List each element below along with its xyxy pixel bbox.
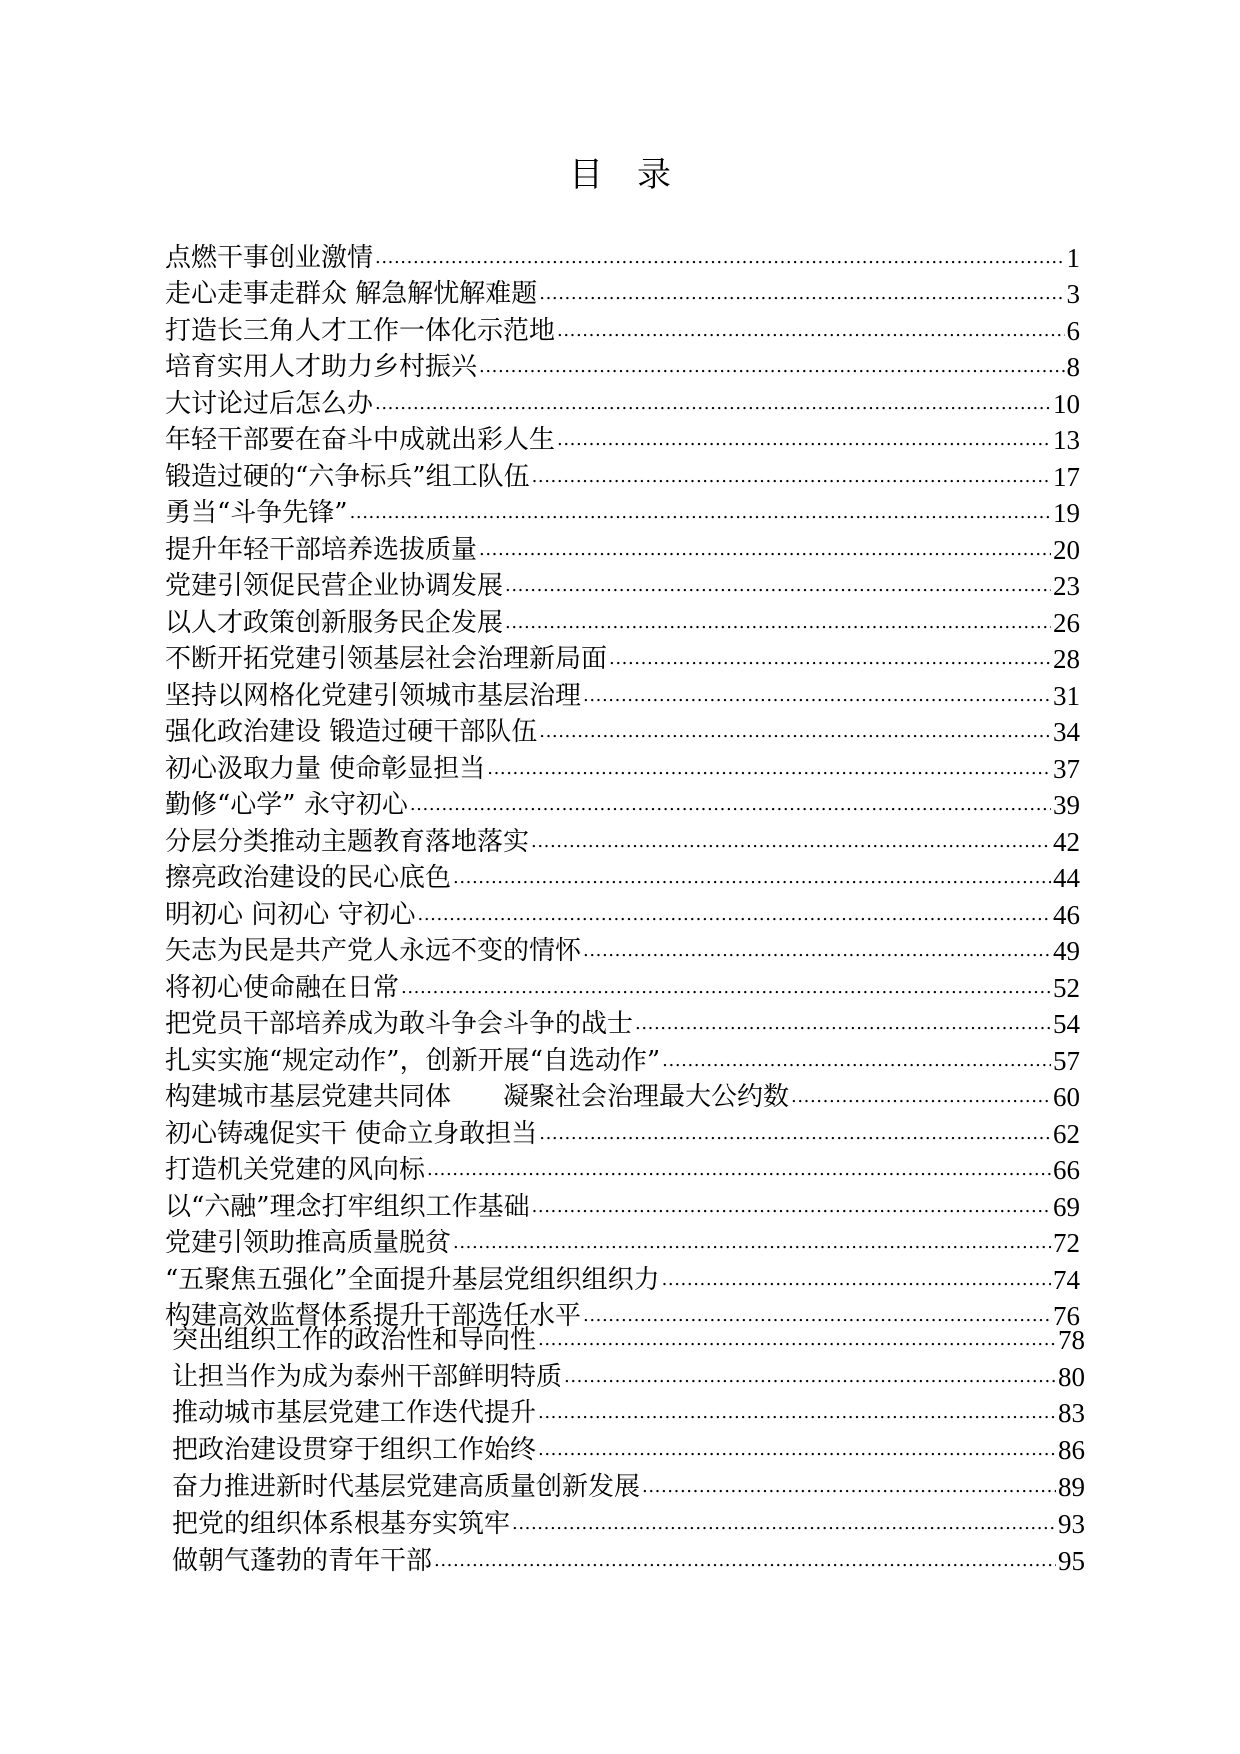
toc-dot-leader [427,1157,1051,1183]
toc-dot-leader [531,829,1051,855]
toc-dot-leader [410,792,1051,818]
toc-entry-title: 做朝气蓬勃的青年干部 [172,1545,433,1576]
toc-entry-title: 走心走事走群众 解急解忧解难题 [165,279,538,309]
toc-dot-leader [532,1194,1051,1220]
toc-dot-leader [512,1511,1056,1537]
toc-dot-leader [791,1084,1051,1110]
toc-entry[interactable] [165,457,1080,494]
toc-entry[interactable] [165,238,1080,275]
toc-dot-leader [505,610,1051,636]
toc-entry-title: 初心汲取力量 使命彰显担当 [165,753,486,784]
toc-dot-leader [539,1121,1051,1147]
toc-entry[interactable] [165,603,1080,640]
toc-entry-page-number: 34 [1053,717,1080,747]
toc-entry[interactable] [165,1187,1080,1224]
toc-entry-title: 点燃干事创业激情 [165,242,374,273]
toc-entry-page-number: 57 [1053,1045,1080,1076]
toc-entry-title: 构建高效监督体系提升干部选任水平 [165,1301,582,1331]
toc-entry-title: 打造机关党建的风向标 [165,1155,426,1185]
toc-entry-page-number: 76 [1053,1301,1080,1331]
toc-entry-page-number: 3 [1066,279,1080,309]
toc-entry-title: 把党员干部培养成为敢斗争会斗争的战士 [165,1009,634,1039]
toc-entry[interactable] [172,1430,1085,1467]
toc-entry-page-number: 74 [1053,1264,1080,1295]
toc-entry-title: 把政治建设贯穿于组织工作始终 [172,1435,537,1466]
toc-entry-page-number: 66 [1053,1155,1080,1185]
toc-entry-title: 以人才政策创新服务民企发展 [165,607,504,638]
toc-dot-leader [662,1048,1051,1074]
toc-entry-page-number: 62 [1053,1118,1080,1149]
toc-entry-page-number: 20 [1053,534,1080,565]
toc-entry-page-number: 46 [1053,899,1080,930]
toc-entry[interactable] [165,859,1080,896]
page-title: 目 录 [569,155,671,195]
toc-entry-title: 扎实实施“规定动作”，创新开展“自选动作” [165,1045,661,1076]
toc-entry[interactable] [165,1041,1080,1078]
toc-entry[interactable] [172,1394,1085,1431]
toc-dot-leader [453,865,1051,891]
toc-entry-page-number: 44 [1053,863,1080,893]
toc-entry-page-number: 13 [1053,425,1080,455]
toc-dot-leader [418,902,1051,928]
toc-entry-page-number: 31 [1053,680,1080,711]
toc-entry-page-number: 83 [1058,1398,1085,1429]
toc-entry-page-number: 28 [1053,644,1080,674]
toc-entry-page-number: 23 [1053,571,1080,601]
toc-dot-leader [642,1474,1056,1500]
toc-dot-leader [538,1327,1056,1353]
toc-entry-page-number: 1 [1066,242,1080,273]
toc-entry-title: 强化政治建设 锻造过硬干部队伍 [165,717,538,747]
toc-entry-page-number: 19 [1053,498,1080,528]
toc-dot-leader [539,281,1064,307]
toc-entry-page-number: 80 [1058,1361,1085,1392]
toc-entry-page-number: 17 [1053,461,1080,492]
toc-entry[interactable] [165,1224,1080,1261]
toc-entry-page-number: 95 [1058,1545,1085,1576]
toc-entry-page-number: 60 [1053,1082,1080,1112]
toc-entry[interactable] [165,749,1080,786]
toc-entry[interactable] [165,822,1080,859]
toc-entry[interactable] [172,1504,1085,1541]
toc-entry-title: 分层分类推动主题教育落地落实 [165,826,530,857]
toc-entry[interactable] [165,895,1080,932]
toc-dot-leader [375,245,1064,271]
toc-entry-title: 坚持以网格化党建引领城市基层治理 [165,680,582,711]
toc-dot-leader [479,354,1064,380]
toc-entry[interactable] [165,713,1080,750]
toc-dot-leader [609,646,1051,672]
toc-dot-leader [532,464,1051,490]
toc-entry-title: 打造长三角人才工作一体化示范地 [165,315,556,346]
toc-entry-title: 不断开拓党建引领基层社会治理新局面 [165,644,608,674]
toc-entry[interactable] [165,567,1080,604]
toc-entry-page-number: 54 [1053,1009,1080,1039]
toc-entry-title: “五聚焦五强化”全面提升基层党组织组织力 [165,1264,660,1295]
toc-entry-page-number: 78 [1058,1324,1085,1355]
toc-entry-page-number: 26 [1053,607,1080,638]
toc-entry[interactable] [172,1541,1085,1578]
toc-dot-leader [635,1011,1051,1037]
toc-entry-title: 让担当作为成为泰州干部鲜明特质 [172,1361,563,1392]
toc-entry[interactable] [165,640,1080,677]
toc-entry-page-number: 69 [1053,1191,1080,1222]
toc-entry-page-number: 89 [1058,1471,1085,1502]
toc-entry-page-number: 93 [1058,1508,1085,1539]
toc-entry-title: 矢志为民是共产党人永远不变的情怀 [165,936,582,966]
toc-entry-page-number: 8 [1066,352,1080,382]
toc-entry[interactable] [165,786,1080,823]
toc-entry-page-number: 86 [1058,1435,1085,1466]
toc-entry[interactable] [165,530,1080,567]
toc-entry-page-number: 49 [1053,936,1080,966]
toc-entry[interactable] [165,384,1080,421]
toc-entry[interactable] [165,494,1080,531]
toc-entry[interactable] [165,1078,1080,1115]
toc-entry-title: 勇当“斗争先锋” [165,498,348,528]
toc-entry-title: 擦亮政治建设的民心底色 [165,863,452,893]
toc-entry[interactable] [165,275,1080,312]
toc-dot-leader [479,537,1051,563]
toc-entry-title: 年轻干部要在奋斗中成就出彩人生 [165,425,556,455]
toc-entry[interactable] [165,1260,1080,1297]
toc-entry[interactable] [172,1467,1085,1504]
toc-entry-page-number: 42 [1053,826,1080,857]
toc-dot-leader [375,391,1051,417]
toc-entry[interactable] [165,1151,1080,1188]
toc-entry[interactable] [165,348,1080,385]
toc-entry-page-number: 52 [1053,972,1080,1003]
toc-entry[interactable] [172,1357,1085,1394]
toc-entry-title: 把党的组织体系根基夯实筑牢 [172,1508,511,1539]
toc-entry-title: 锻造过硬的“六争标兵”组工队伍 [165,461,530,492]
toc-dot-leader [401,975,1051,1001]
toc-entry-title: 将初心使命融在日常 [165,972,400,1003]
toc-entry[interactable] [165,932,1080,969]
toc-entry[interactable] [172,1320,1085,1357]
toc-entry[interactable] [165,968,1080,1005]
toc-entry-page-number: 37 [1053,753,1080,784]
toc-entry-title: 推动城市基层党建工作迭代提升 [172,1398,537,1429]
toc-entry[interactable] [165,311,1080,348]
toc-dot-leader [583,683,1051,709]
toc-entry-title: 党建引领助推高质量脱贫 [165,1228,452,1258]
toc-entry-title: 以“六融”理念打牢组织工作基础 [165,1191,530,1222]
toc-entry-page-number: 72 [1053,1228,1080,1258]
toc-dot-leader [505,573,1051,599]
toc-dot-leader [557,318,1064,344]
toc-entry-title: 奋力推进新时代基层党建高质量创新发展 [172,1471,641,1502]
toc-dot-leader [539,719,1051,745]
toc-entry[interactable] [165,1005,1080,1042]
toc-entry-title: 明初心 问初心 守初心 [165,899,416,930]
toc-dot-leader [557,427,1051,453]
toc-dot-leader [434,1548,1056,1574]
toc-entry[interactable] [165,421,1080,458]
toc-dot-leader [538,1437,1056,1463]
toc-entry[interactable] [165,1114,1080,1151]
toc-entry-title: 培育实用人才助力乡村振兴 [165,352,478,382]
toc-entry-title: 大讨论过后怎么办 [165,388,374,419]
toc-entry-title: 勤修“心学” 永守初心 [165,790,408,820]
toc-list-continued [172,1320,1085,1578]
toc-dot-leader [538,1400,1056,1426]
toc-entry-title: 提升年轻干部培养选拔质量 [165,534,478,565]
toc-entry-title: 突出组织工作的政治性和导向性 [172,1324,537,1355]
toc-dot-leader [453,1230,1051,1256]
toc-entry[interactable] [165,676,1080,713]
toc-dot-leader [662,1267,1051,1293]
toc-dot-leader [350,500,1051,526]
toc-entry-page-number: 10 [1053,388,1080,419]
toc-list [165,238,1080,1333]
toc-entry-title: 构建城市基层党建共同体 凝聚社会治理最大公约数 [165,1082,790,1112]
toc-entry-page-number: 6 [1066,315,1080,346]
toc-dot-leader [564,1364,1056,1390]
toc-entry-title: 初心铸魂促实干 使命立身敢担当 [165,1118,538,1149]
toc-dot-leader [583,938,1051,964]
toc-entry-title: 党建引领促民营企业协调发展 [165,571,504,601]
toc-entry-page-number: 39 [1053,790,1080,820]
toc-dot-leader [487,756,1051,782]
